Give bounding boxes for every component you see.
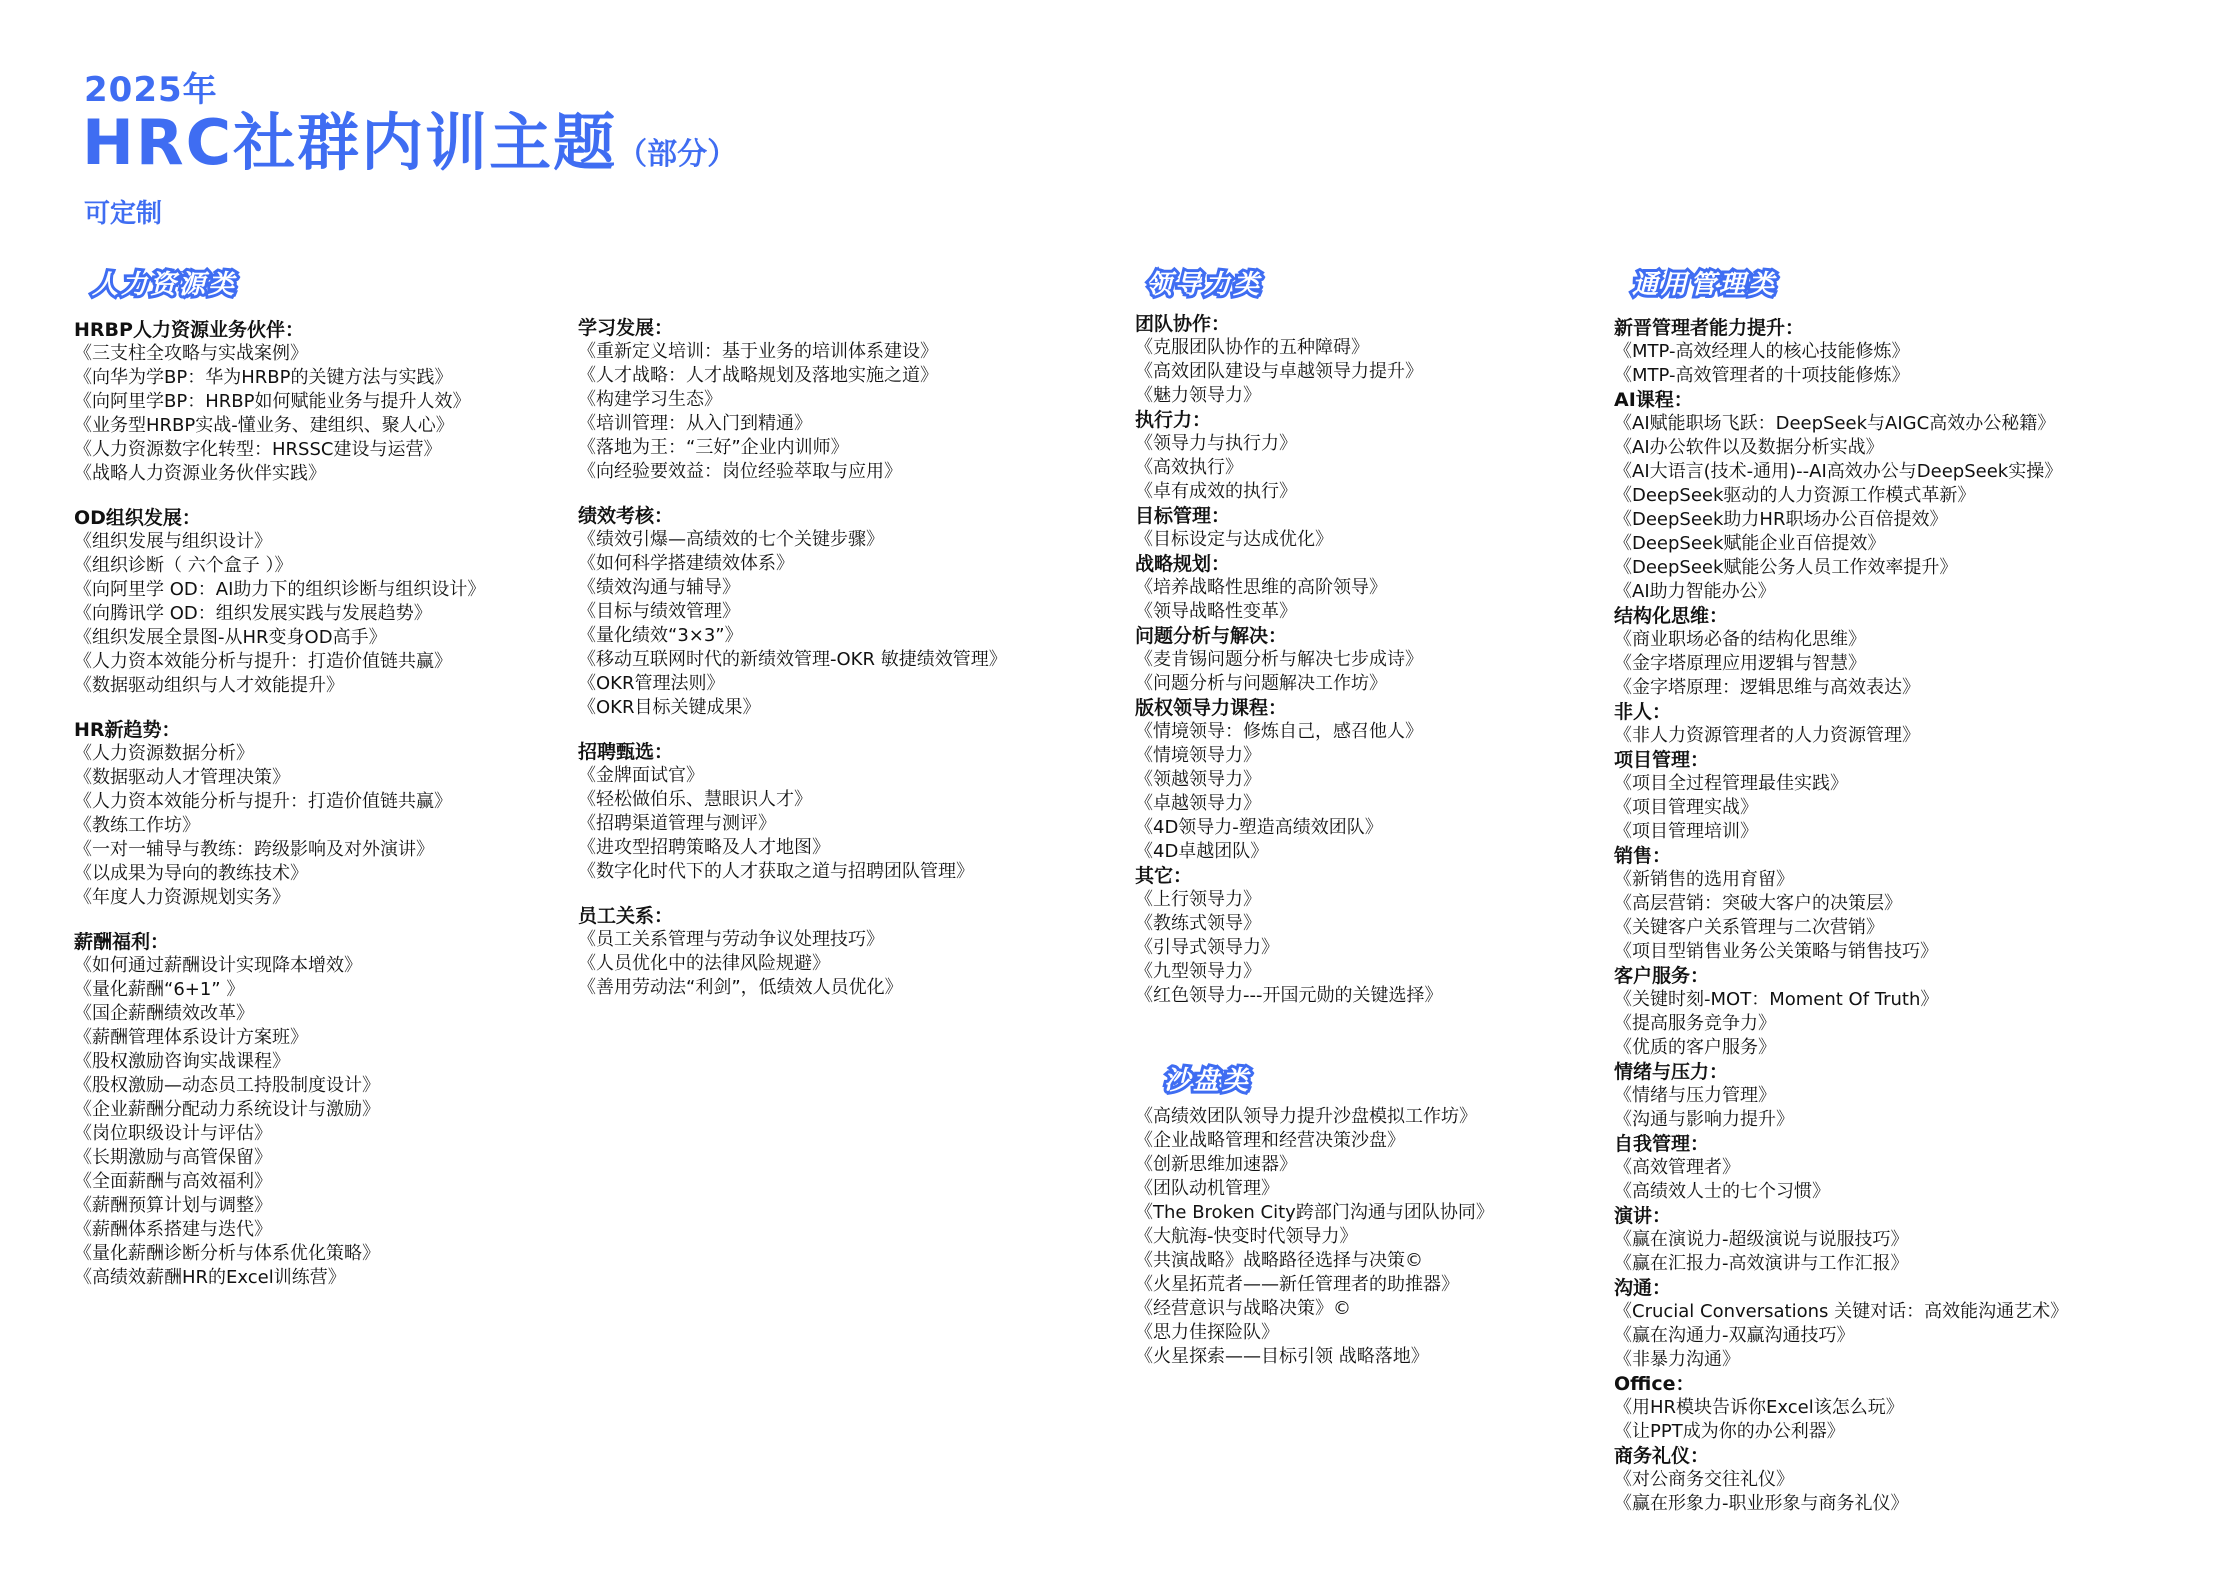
course-item: 《招聘渠道管理与测评》	[578, 813, 776, 834]
section-title: 版权领导力课程：	[1135, 697, 1288, 719]
course-item: 《金字塔原理：逻辑思维与高效表达》	[1614, 677, 1920, 698]
course-item: 《高效团队建设与卓越领导力提升》	[1135, 361, 1423, 382]
course-item: 《向阿里学 OD：AI助力下的组织诊断与组织设计》	[74, 579, 486, 600]
course-item: 《项目全过程管理最佳实践》	[1614, 773, 1848, 794]
course-item: 《DeepSeek助力HR职场办公百倍提效》	[1614, 509, 1948, 530]
course-section	[1614, 316, 2068, 388]
course-item: 《一对一辅导与教练：跨级影响及对外演讲》	[74, 839, 434, 860]
section-title: 问题分析与解决：	[1135, 625, 1288, 647]
page-title	[82, 106, 738, 179]
course-item: 《向经验要效益：岗位经验萃取与应用》	[578, 461, 902, 482]
course-section	[1614, 1276, 2068, 1372]
course-item: 《股权激励咨询实战课程》	[74, 1051, 290, 1072]
section-title: 新晋管理者能力提升：	[1614, 317, 1805, 339]
section-title: Office：	[1614, 1373, 1695, 1395]
course-item: 《DeepSeek驱动的人力资源工作模式革新》	[1614, 485, 1976, 506]
sandbox-item: 《高绩效团队领导力提升沙盘模拟工作坊》	[1135, 1106, 1477, 1127]
sandbox-item: 《创新思维加速器》	[1135, 1154, 1297, 1175]
course-item: 《对公商务交往礼仪》	[1614, 1469, 1794, 1490]
section-title: 自我管理：	[1614, 1133, 1710, 1155]
page-title-suffix: （部分）	[617, 137, 738, 172]
course-section	[1135, 552, 1442, 624]
course-item: 《领导战略性变革》	[1135, 601, 1297, 622]
course-item: 《业务型HRBP实战-懂业务、建组织、聚人心》	[74, 415, 454, 436]
course-section	[74, 718, 485, 910]
course-item: 《优质的客户服务》	[1614, 1037, 1776, 1058]
course-item: 《以成果为导向的教练技术》	[74, 863, 308, 884]
course-item: 《数据驱动组织与人才效能提升》	[74, 675, 344, 696]
course-item: 《情境领导力》	[1135, 745, 1261, 766]
course-item: 《国企薪酬绩效改革》	[74, 1003, 254, 1024]
course-section	[1614, 748, 2068, 844]
course-section	[1135, 696, 1442, 864]
course-item: 《长期激励与高管保留》	[74, 1147, 272, 1168]
course-item: 《人力资源数据分析》	[74, 743, 254, 764]
sandbox-item: 《团队动机管理》	[1135, 1178, 1279, 1199]
course-item: 《赢在汇报力-高效演讲与工作汇报》	[1614, 1253, 1909, 1274]
course-item: 《数据驱动人才管理决策》	[74, 767, 290, 788]
course-item: 《MTP-高效经理人的核心技能修炼》	[1614, 341, 1910, 362]
course-item: 《赢在沟通力-双赢沟通技巧》	[1614, 1325, 1855, 1346]
course-item: 《AI赋能职场飞跃：DeepSeek与AIGC高效办公秘籍》	[1614, 413, 2056, 434]
section-title: 战略规划：	[1135, 553, 1231, 575]
course-item: 《目标设定与达成优化》	[1135, 529, 1333, 550]
course-item: 《金牌面试官》	[578, 765, 704, 786]
course-section	[578, 504, 1007, 720]
course-section	[1614, 604, 2068, 700]
course-item: 《项目型销售业务公关策略与销售技巧》	[1614, 941, 1938, 962]
course-item: 《关键时刻-MOT：Moment Of Truth》	[1614, 989, 1939, 1010]
course-item: 《情绪与压力管理》	[1614, 1085, 1776, 1106]
course-item: 《组织诊断（ 六个盒子 ）》	[74, 555, 293, 576]
section-title: 商务礼仪：	[1614, 1445, 1710, 1467]
course-section	[1135, 504, 1442, 552]
sandbox-item: 《火星探索——目标引领 战略落地》	[1135, 1346, 1429, 1367]
course-item: 《4D领导力-塑造高绩效团队》	[1135, 817, 1383, 838]
course-section	[1614, 1204, 2068, 1276]
course-item: 《如何通过薪酬设计实现降本增效》	[74, 955, 362, 976]
sandbox-item: 《企业战略管理和经营决策沙盘》	[1135, 1130, 1405, 1151]
course-section	[578, 904, 1007, 1000]
course-item: 《红色领导力---开国元勋的关键选择》	[1135, 985, 1443, 1006]
section-title: 项目管理：	[1614, 749, 1710, 771]
course-item: 《高绩效薪酬HR的Excel训练营》	[74, 1267, 346, 1288]
course-item: 《数字化时代下的人才获取之道与招聘团队管理》	[578, 861, 974, 882]
course-item: 《麦肯锡问题分析与解决七步成诗》	[1135, 649, 1423, 670]
course-section	[1135, 312, 1442, 408]
course-item: 《股权激励—动态员工持股制度设计》	[74, 1075, 380, 1096]
course-section	[1135, 624, 1442, 696]
course-item: 《年度人力资源规划实务》	[74, 887, 290, 908]
course-item: 《绩效沟通与辅导》	[578, 577, 740, 598]
course-item: 《人力资源数字化转型：HRSSC建设与运营》	[74, 439, 442, 460]
course-item: 《进攻型招聘策略及人才地图》	[578, 837, 830, 858]
course-item: 《组织发展全景图-从HR变身OD高手》	[74, 627, 387, 648]
section-title: 演讲：	[1614, 1205, 1672, 1227]
course-item: 《MTP-高效管理者的十项技能修炼》	[1614, 365, 1910, 386]
course-item: 《OKR管理法则》	[578, 673, 725, 694]
course-item: 《DeepSeek赋能企业百倍提效》	[1614, 533, 1886, 554]
course-item: 《全面薪酬与高效福利》	[74, 1171, 272, 1192]
course-item: 《人员优化中的法律风险规避》	[578, 953, 830, 974]
course-item: 《向华为学BP：华为HRBP的关键方法与实践》	[74, 367, 453, 388]
course-item: 《培训管理：从入门到精通》	[578, 413, 812, 434]
section-title: 绩效考核：	[578, 505, 674, 527]
course-item: 《提高服务竞争力》	[1614, 1013, 1776, 1034]
course-section	[1614, 388, 2068, 604]
section-title: 销售：	[1614, 845, 1672, 867]
course-item: 《魅力领导力》	[1135, 385, 1261, 406]
category-sandbox: 沙盘类	[1164, 1066, 1252, 1096]
course-item: 《量化薪酬诊断分析与体系优化策略》	[74, 1243, 380, 1264]
course-section	[74, 318, 485, 486]
sandbox-item: 《思力佳探险队》	[1135, 1322, 1279, 1343]
customizable-label: 可定制	[84, 199, 163, 229]
course-item: 《高绩效人士的七个习惯》	[1614, 1181, 1830, 1202]
course-item: 《目标与绩效管理》	[578, 601, 740, 622]
course-item: 《培养战略性思维的高阶领导》	[1135, 577, 1387, 598]
course-item: 《轻松做伯乐、慧眼识人才》	[578, 789, 812, 810]
course-section	[1614, 1132, 2068, 1204]
course-item: 《DeepSeek赋能公务人员工作效率提升》	[1614, 557, 1958, 578]
course-item: 《卓有成效的执行》	[1135, 481, 1297, 502]
course-item: 《薪酬预算计划与调整》	[74, 1195, 272, 1216]
course-item: 《教练工作坊》	[74, 815, 200, 836]
section-title: 团队协作：	[1135, 313, 1231, 335]
course-item: 《领导力与执行力》	[1135, 433, 1297, 454]
section-title: 沟通：	[1614, 1277, 1672, 1299]
course-item: 《项目管理培训》	[1614, 821, 1758, 842]
course-item: 《引导式领导力》	[1135, 937, 1279, 958]
course-item: 《关键客户关系管理与二次营销》	[1614, 917, 1884, 938]
course-item: 《AI助力智能办公》	[1614, 581, 1776, 602]
sandbox-item: 《火星拓荒者——新任管理者的助推器》	[1135, 1274, 1459, 1295]
course-item: 《AI大语言(技术-通用)--AI高效办公与DeepSeek实操》	[1614, 461, 2063, 482]
course-item: 《向腾讯学 OD：组织发展实践与发展趋势》	[74, 603, 432, 624]
course-item: 《企业薪酬分配动力系统设计与激励》	[74, 1099, 380, 1120]
course-item: 《九型领导力》	[1135, 961, 1261, 982]
course-item: 《用HR模块告诉你Excel该怎么玩》	[1614, 1397, 1904, 1418]
course-item: 《量化薪酬“6+1” 》	[74, 979, 245, 1000]
course-section	[1614, 1060, 2068, 1132]
course-item: 《善用劳动法“利剑”，低绩效人员优化》	[578, 977, 903, 998]
course-item: 《向阿里学BP：HRBP如何赋能业务与提升人效》	[74, 391, 471, 412]
course-item: 《4D卓越团队》	[1135, 841, 1269, 862]
course-item: 《AI办公软件以及数据分析实战》	[1614, 437, 1884, 458]
section-title: OD组织发展：	[74, 507, 201, 529]
course-item: 《人力资本效能分析与提升：打造价值链共赢》	[74, 791, 452, 812]
course-item: 《领越领导力》	[1135, 769, 1261, 790]
sandbox-item: 《大航海-快变时代领导力》	[1135, 1226, 1358, 1247]
sandbox-item: 《共演战略》战略路径选择与决策©	[1135, 1250, 1423, 1271]
section-title: 招聘甄选：	[578, 741, 674, 763]
course-item: 《落地为王：“三好”企业内训师》	[578, 437, 849, 458]
column-leadership	[1135, 312, 1442, 1008]
course-item: 《赢在演说力-超级演说与说服技巧》	[1614, 1229, 1909, 1250]
course-item: 《新销售的选用育留》	[1614, 869, 1794, 890]
course-item: 《项目管理实战》	[1614, 797, 1758, 818]
course-item: 《薪酬管理体系设计方案班》	[74, 1027, 308, 1048]
course-item: 《高效管理者》	[1614, 1157, 1740, 1178]
category-leadership: 领导力类	[1146, 270, 1263, 300]
course-section	[578, 316, 1007, 484]
course-item: 《商业职场必备的结构化思维》	[1614, 629, 1866, 650]
course-item: 《量化绩效“3×3”》	[578, 625, 743, 646]
course-item: 《Crucial Conversations 关键对话：高效能沟通艺术》	[1614, 1301, 2069, 1322]
course-item: 《金字塔原理应用逻辑与智慧》	[1614, 653, 1866, 674]
course-section	[74, 506, 485, 698]
section-title: 结构化思维：	[1614, 605, 1729, 627]
category-general: 通用管理类	[1632, 270, 1778, 300]
course-item: 《问题分析与问题解决工作坊》	[1135, 673, 1387, 694]
course-section	[578, 740, 1007, 884]
section-title: 学习发展：	[578, 317, 674, 339]
course-section	[1614, 1444, 2068, 1516]
header-year: 2025年	[84, 70, 218, 110]
section-title: 目标管理：	[1135, 505, 1231, 527]
section-title: 非人：	[1614, 701, 1672, 723]
column-general	[1614, 316, 2068, 1516]
column-hr-1	[74, 318, 485, 1310]
course-section	[1135, 864, 1442, 1008]
section-title: 薪酬福利：	[74, 931, 170, 953]
course-item: 《薪酬体系搭建与迭代》	[74, 1219, 272, 1240]
sandbox-list	[1135, 1105, 1494, 1369]
course-item: 《教练式领导》	[1135, 913, 1261, 934]
course-section	[74, 930, 485, 1290]
section-title: 员工关系：	[578, 905, 674, 927]
course-section	[1135, 408, 1442, 504]
section-title: AI课程：	[1614, 389, 1693, 411]
page-title-main: HRC社群内训主题	[82, 106, 618, 179]
course-section	[1614, 1372, 2068, 1444]
course-section	[1614, 964, 2068, 1060]
course-item: 《赢在形象力-职业形象与商务礼仪》	[1614, 1493, 1909, 1514]
course-item: 《绩效引爆—高绩效的七个关键步骤》	[578, 529, 884, 550]
course-item: 《岗位职级设计与评估》	[74, 1123, 272, 1144]
sandbox-item: 《The Broken City跨部门沟通与团队协同》	[1135, 1202, 1494, 1223]
course-item: 《人才战略：人才战略规划及落地实施之道》	[578, 365, 938, 386]
section-title: HRBP人力资源业务伙伴：	[74, 319, 304, 341]
course-item: 《重新定义培训：基于业务的培训体系建设》	[578, 341, 938, 362]
course-item: 《员工关系管理与劳动争议处理技巧》	[578, 929, 884, 950]
course-item: 《战略人力资源业务伙伴实践》	[74, 463, 326, 484]
course-item: 《卓越领导力》	[1135, 793, 1261, 814]
section-title: 客户服务：	[1614, 965, 1710, 987]
section-title: 情绪与压力：	[1614, 1061, 1729, 1083]
course-item: 《非暴力沟通》	[1614, 1349, 1740, 1370]
course-item: 《克服团队协作的五种障碍》	[1135, 337, 1369, 358]
category-hr: 人力资源类	[92, 270, 238, 300]
course-item: 《高效执行》	[1135, 457, 1243, 478]
course-item: 《OKR目标关键成果》	[578, 697, 761, 718]
course-item: 《让PPT成为你的办公利器》	[1614, 1421, 1845, 1442]
sandbox-item: 《经营意识与战略决策》©	[1135, 1298, 1351, 1319]
course-item: 《构建学习生态》	[578, 389, 722, 410]
section-title: 其它：	[1135, 865, 1193, 887]
course-item: 《移动互联网时代的新绩效管理-OKR 敏捷绩效管理》	[578, 649, 1007, 670]
course-item: 《如何科学搭建绩效体系》	[578, 553, 794, 574]
course-item: 《人力资本效能分析与提升：打造价值链共赢》	[74, 651, 452, 672]
column-hr-2	[578, 316, 1007, 1020]
course-item: 《组织发展与组织设计》	[74, 531, 272, 552]
course-item: 《上行领导力》	[1135, 889, 1261, 910]
course-item: 《高层营销：突破大客户的决策层》	[1614, 893, 1902, 914]
course-item: 《三支柱全攻略与实战案例》	[74, 343, 308, 364]
course-item: 《非人力资源管理者的人力资源管理》	[1614, 725, 1920, 746]
course-section	[1614, 700, 2068, 748]
course-item: 《沟通与影响力提升》	[1614, 1109, 1794, 1130]
course-section	[1614, 844, 2068, 964]
section-title: 执行力：	[1135, 409, 1212, 431]
course-item: 《情境领导：修炼自己，感召他人》	[1135, 721, 1423, 742]
section-title: HR新趋势：	[74, 719, 181, 741]
